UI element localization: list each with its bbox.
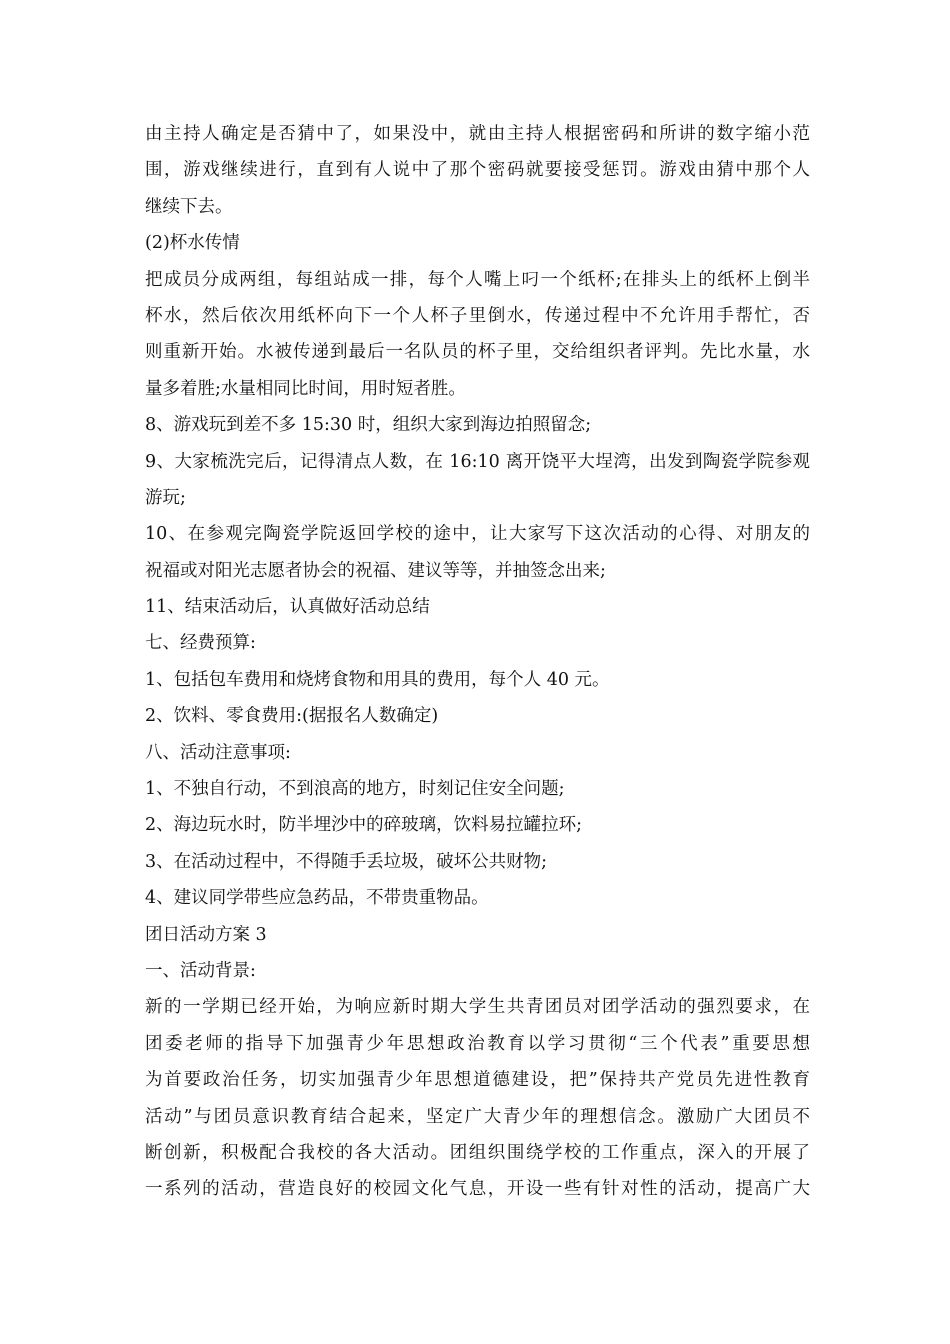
text-line: 断创新，积极配合我校的各大活动。团组织围绕学校的工作重点，深入的开展了 — [145, 1142, 810, 1163]
text-line: 则重新开始。水被传递到最后一名队员的杯子里，交给组织者评判。先比水量，水 — [145, 342, 810, 363]
text-line: 量多着胜;水量相同比时间，用时短者胜。 — [145, 378, 466, 399]
text-line: 八、活动注意事项: — [145, 742, 291, 763]
text-line: 8、游戏玩到差不多 15:30 时，组织大家到海边拍照留念; — [145, 415, 592, 436]
text-line: 团委老师的指导下加强青少年思想政治教育以学习贯彻“三个代表”重要思想 — [145, 1033, 810, 1054]
text-line: 由主持人确定是否猜中了，如果没中，就由主持人根据密码和所讲的数字缩小范 — [145, 124, 810, 144]
text-line: 新的一学期已经开始，为响应新时期大学生共青团员对团学活动的强烈要求，在 — [145, 997, 810, 1018]
text-line: 3、在活动过程中，不得随手丢垃圾，破坏公共财物; — [145, 851, 548, 872]
text-line: 游玩; — [145, 487, 186, 508]
document-body — [145, 116, 810, 1208]
text-line: 2、海边玩水时，防半埋沙中的碎玻璃，饮料易拉罐拉环; — [145, 815, 583, 836]
text-line: 10、在参观完陶瓷学院返回学校的途中，让大家写下这次活动的心得、对朋友的 — [145, 524, 810, 545]
text-line: 1、不独自行动，不到浪高的地方，时刻记住安全问题; — [145, 779, 565, 800]
text-line: 把成员分成两组，每组站成一排，每个人嘴上叼一个纸杯;在排头上的纸杯上倒半 — [145, 269, 810, 290]
text-line: 杯水，然后依次用纸杯向下一个人杯子里倒水，传递过程中不允许用手帮忙，否 — [145, 305, 810, 326]
text-line: 祝福或对阳光志愿者协会的祝福、建议等等，并抽签念出来; — [145, 560, 606, 581]
text-line: 一系列的活动，营造良好的校园文化气息，开设一些有针对性的活动，提高广大 — [145, 1179, 810, 1200]
text-line: 七、经费预算: — [145, 633, 256, 654]
text-line: 活动”与团员意识教育结合起来，坚定广大青少年的理想信念。激励广大团员不 — [145, 1106, 810, 1127]
text-line: 围，游戏继续进行，直到有人说中了那个密码就要接受惩罚。游戏由猜中那个人 — [145, 160, 810, 181]
text-line: 11、结束活动后，认真做好活动总结 — [145, 597, 430, 618]
text-line: 一、活动背景: — [145, 960, 256, 981]
text-line: 9、大家梳洗完后，记得清点人数，在 16:10 离开饶平大埕湾，出发到陶瓷学院参观 — [145, 451, 810, 472]
text-line: (2)杯水传情 — [145, 233, 240, 254]
text-line: 团日活动方案 3 — [145, 924, 267, 945]
text-line: 2、饮料、零食费用:(据报名人数确定) — [145, 706, 439, 727]
text-line: 4、建议同学带些应急药品，不带贵重物品。 — [145, 888, 489, 909]
text-line: 1、包括包车费用和烧烤食物和用具的费用，每个人 40 元。 — [145, 669, 610, 690]
text-line: 继续下去。 — [145, 196, 233, 217]
text-line: 为首要政治任务，切实加强青少年思想道德建设，把”保持共产党员先进性教育 — [145, 1070, 810, 1091]
